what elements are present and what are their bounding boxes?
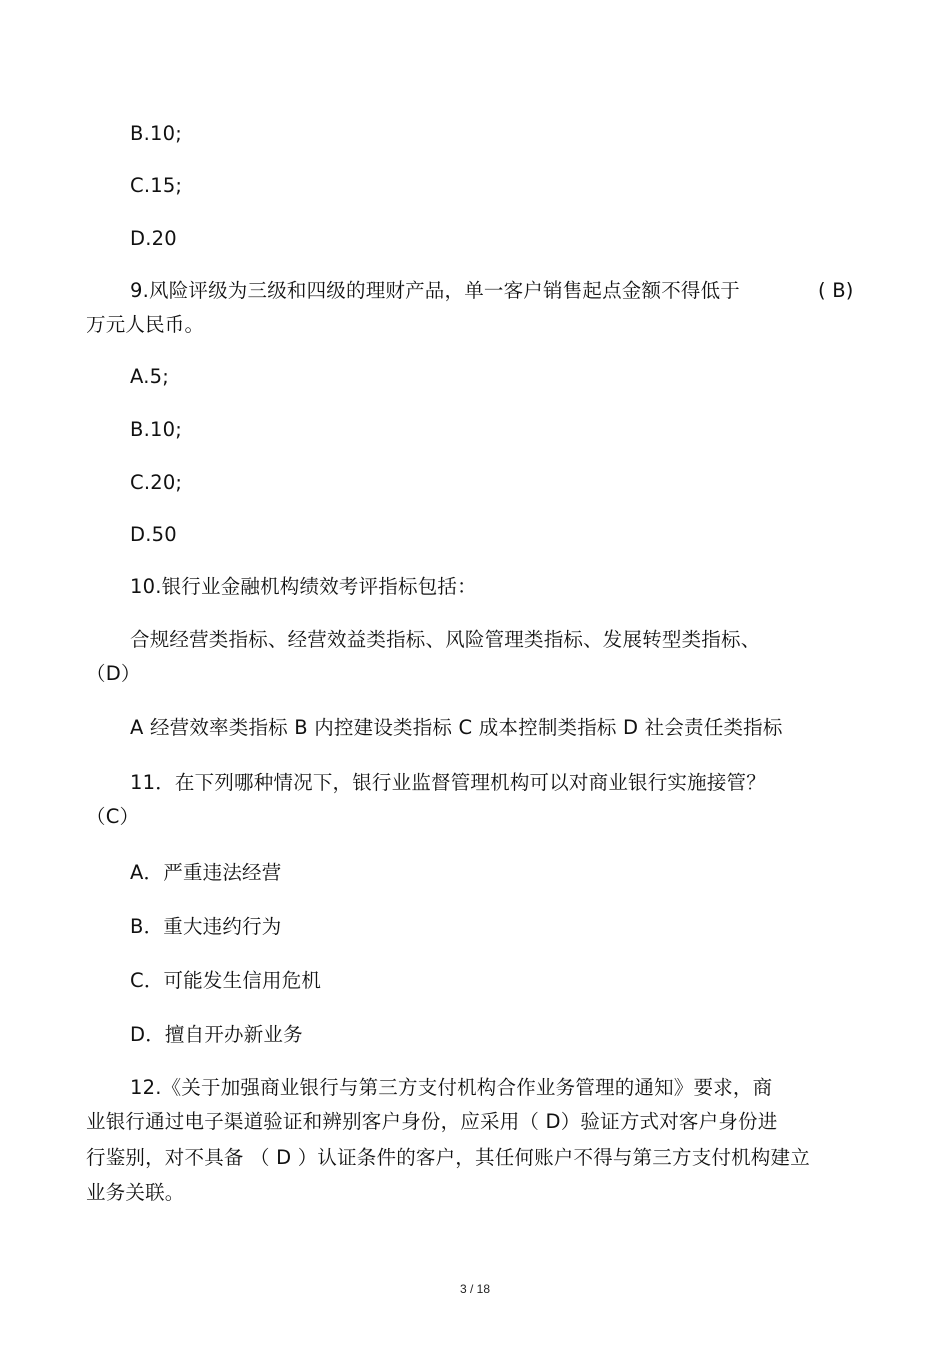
- question-text: 业务关联。: [86, 1181, 185, 1204]
- question-text: 9.风险评级为三级和四级的理财产品，单一客户销售起点金额不得低于: [130, 279, 741, 302]
- current-page: 3: [459, 1282, 467, 1296]
- question-text: 业银行通过电子渠道验证和辨别客户身份，应采用（ D）验证方式对客户身份进: [86, 1110, 778, 1133]
- option-text: D.20: [130, 227, 177, 250]
- question-text: 10.银行业金融机构绩效考评指标包括：: [130, 575, 477, 598]
- option-text: A.5;: [130, 365, 169, 388]
- option-text: D.50: [130, 523, 177, 546]
- option-text: B.10;: [130, 418, 182, 441]
- option-text: D．擅自开办新业务: [130, 1023, 303, 1046]
- option-text: B．重大违约行为: [130, 915, 282, 938]
- option-text: C.20;: [130, 471, 183, 494]
- total-pages: 18: [476, 1282, 491, 1296]
- option-text: C．可能发生信用危机: [130, 969, 322, 992]
- question-text: 合规经营类指标、经营效益类指标、风险管理类指标、发展转型类指标、: [130, 628, 761, 651]
- option-text: A．严重违法经营: [130, 861, 282, 884]
- answer-marker: （D）: [86, 662, 141, 685]
- option-text: C.15;: [130, 174, 183, 197]
- option-text: B.10;: [130, 122, 182, 145]
- page-separator: /: [469, 1282, 474, 1296]
- question-text: 12.《关于加强商业银行与第三方支付机构合作业务管理的通知》要求，商: [130, 1076, 773, 1099]
- question-text: 行鉴别，对不具备 （ D ）认证条件的客户，其任何账户不得与第三方支付机构建立: [86, 1146, 810, 1169]
- question-text: 万元人民币。: [86, 313, 205, 336]
- question-text: 11．在下列哪种情况下，银行业监督管理机构可以对商业银行实施接管？: [130, 771, 766, 794]
- answer-marker: ( B): [818, 279, 854, 302]
- option-text: A 经营效率类指标 B 内控建设类指标 C 成本控制类指标 D 社会责任类指标: [130, 716, 783, 739]
- page-number: [0, 1282, 950, 1296]
- answer-marker: （C）: [86, 805, 140, 828]
